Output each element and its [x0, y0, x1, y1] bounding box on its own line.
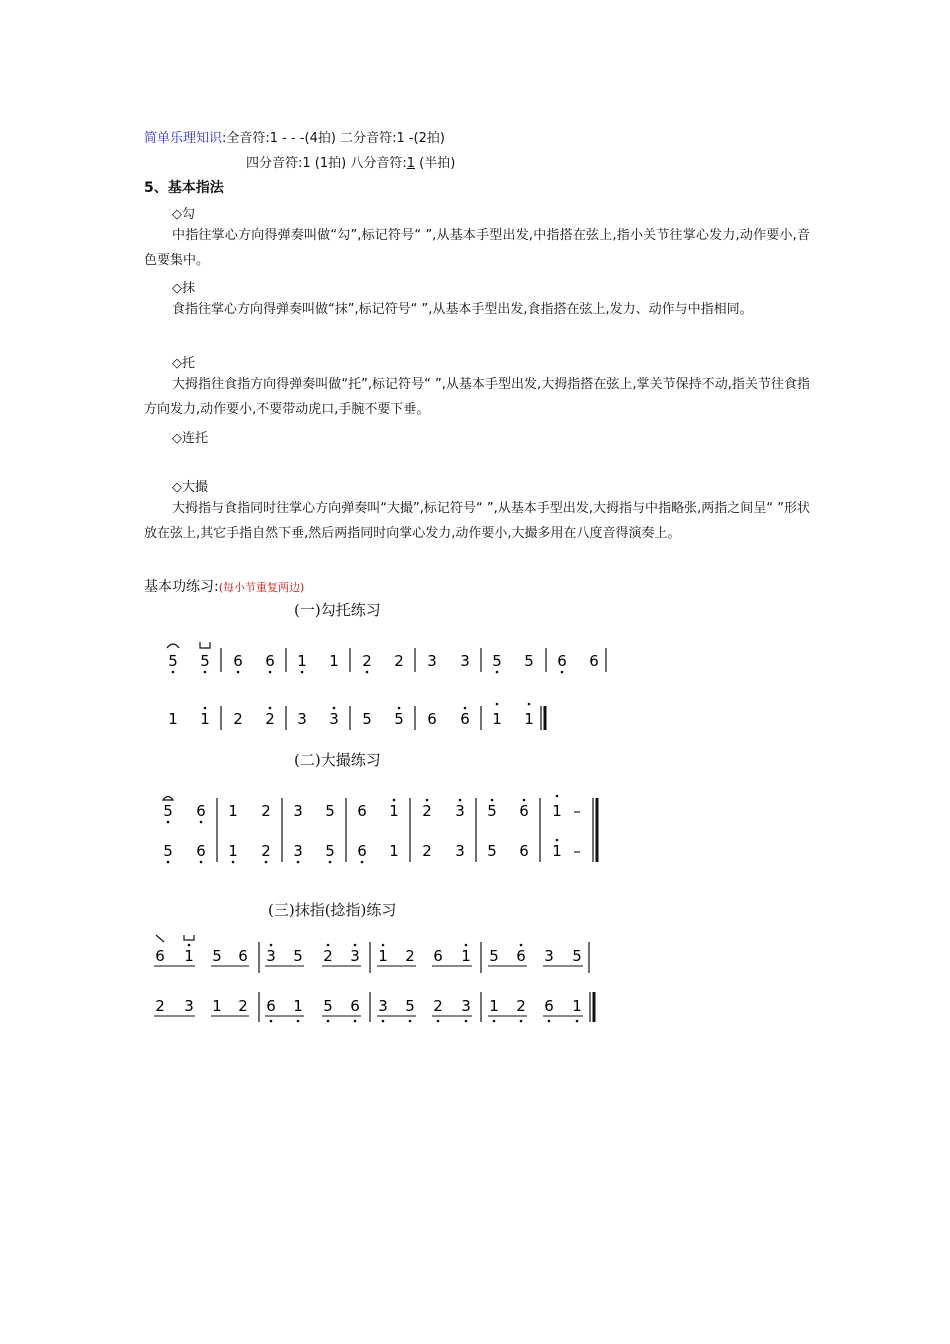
exercise-1-title: (一)勾托练习 [294, 601, 381, 619]
jianpu-note: 1 [329, 652, 339, 670]
jianpu-note: 1 [524, 710, 534, 728]
jianpu-note: 6 [266, 997, 276, 1015]
jianpu-note: 1 [184, 947, 194, 965]
high-octave-dot [491, 799, 494, 802]
jianpu-note: 2 [155, 997, 165, 1015]
jianpu-note: 3 [184, 997, 194, 1015]
jianpu-note: 1 [461, 947, 471, 965]
jianpu-note: 3 [350, 947, 360, 965]
jianpu-note: 3 [544, 947, 554, 965]
jianpu-note: 1 [293, 997, 303, 1015]
exercise-3-score [154, 935, 594, 1022]
jianpu-note: 6 [516, 947, 526, 965]
tuo-mark [184, 935, 194, 940]
high-octave-dot [270, 944, 273, 947]
low-octave-dot [437, 1020, 440, 1023]
high-octave-dot [327, 944, 330, 947]
jianpu-note: 6 [350, 997, 360, 1015]
exercise-2-title: (二)大撮练习 [294, 751, 381, 769]
jianpu-note: 6 [357, 842, 367, 860]
jianpu-note: 6 [155, 947, 165, 965]
low-octave-dot [301, 671, 304, 674]
jianpu-note: 6 [544, 997, 554, 1015]
low-octave-dot [354, 1020, 357, 1023]
technique-mo-name: ◇抹 [172, 281, 195, 296]
jianpu-note: 5 [168, 652, 178, 670]
technique-mo-desc: 食指往掌心方向得弹奏叫做“抹”,标记符号“ ”,从基本手型出发,食指搭在弦上,发力、动作与中指相同。 [172, 302, 753, 317]
low-octave-dot [576, 1020, 579, 1023]
low-octave-dot [520, 1020, 523, 1023]
jianpu-note: 2 [394, 652, 404, 670]
jianpu-note: 3 [293, 802, 303, 820]
jianpu-note: 3 [455, 802, 465, 820]
jianpu-note: 6 [357, 802, 367, 820]
low-octave-dot [327, 1020, 330, 1023]
exercise-2-score [163, 795, 597, 864]
jianpu-note: 1 [228, 842, 238, 860]
high-octave-dot [464, 707, 467, 710]
jianpu-note: 6 [433, 947, 443, 965]
jianpu-note: 3 [455, 842, 465, 860]
low-octave-dot [297, 861, 300, 864]
jianpu-note: 5 [212, 947, 222, 965]
low-octave-dot [496, 671, 499, 674]
high-octave-dot [204, 707, 207, 710]
jianpu-note: 3 [293, 842, 303, 860]
jianpu-note: 3 [266, 947, 276, 965]
jianpu-note: 1 [552, 842, 562, 860]
jianpu-note: 6 [233, 652, 243, 670]
jianpu-note: 5 [293, 947, 303, 965]
jianpu-note: 6 [460, 710, 470, 728]
jianpu-note: 2 [238, 997, 248, 1015]
low-octave-dot [237, 671, 240, 674]
jianpu-note: 2 [261, 842, 271, 860]
low-octave-dot [204, 671, 207, 674]
jianpu-note: 5 [163, 802, 173, 820]
low-octave-dot [167, 861, 170, 864]
theory-quarter-eighth: 四分音符:1 (1拍) 八分音符: [246, 156, 407, 171]
jianpu-note: 5 [487, 802, 497, 820]
jianpu-note: 1 [378, 947, 388, 965]
tuo-mark [200, 642, 210, 648]
dacuo-mark [163, 797, 173, 801]
eighth-note-symbol: 1 [406, 156, 415, 171]
jianpu-note: 6 [427, 710, 437, 728]
high-octave-dot [496, 703, 499, 706]
jianpu-note: 1 [212, 997, 222, 1015]
jianpu-note: 3 [460, 652, 470, 670]
high-octave-dot [188, 944, 191, 947]
jianpu-note: – [573, 842, 581, 860]
low-octave-dot [548, 1020, 551, 1023]
section-heading: 5、基本指法 [144, 180, 224, 196]
low-octave-dot [361, 861, 364, 864]
jianpu-note: 5 [405, 997, 415, 1015]
high-octave-dot [393, 799, 396, 802]
technique-tuo-name: ◇托 [172, 356, 195, 371]
technique-tuo-desc: 大拇指往食指方向得弹奏叫做“托”,标记符号“ ”,从基本手型出发,大拇指搭在弦上,掌关节保持不动,指关节往食指方向发力,动作要小,不要带动虎口,手腕不要下垂。 [144, 377, 810, 417]
jianpu-note: 2 [323, 947, 333, 965]
jianpu-note: 1 [552, 802, 562, 820]
technique-dacuo-name: ◇大撮 [172, 480, 208, 495]
jianpu-note: 5 [325, 842, 335, 860]
jianpu-note: 3 [461, 997, 471, 1015]
jianpu-note: 2 [422, 842, 432, 860]
gou-mark [167, 644, 179, 648]
theory-label: 简单乐理知识 [144, 131, 223, 146]
high-octave-dot [426, 799, 429, 802]
high-octave-dot [465, 944, 468, 947]
jianpu-note: 1 [492, 710, 502, 728]
low-octave-dot [409, 1020, 412, 1023]
low-octave-dot [297, 1020, 300, 1023]
exercise-3-title: (三)抹指(捻指)练习 [268, 901, 397, 919]
jianpu-note: – [573, 802, 581, 820]
jianpu-note: 6 [519, 842, 529, 860]
jianpu-note: 1 [168, 710, 178, 728]
jianpu-note: 1 [200, 710, 210, 728]
jianpu-note: 5 [362, 710, 372, 728]
low-octave-dot [172, 671, 175, 674]
jianpu-note: 1 [228, 802, 238, 820]
jianpu-note: 3 [297, 710, 307, 728]
high-octave-dot [398, 707, 401, 710]
jianpu-note: 1 [389, 842, 399, 860]
high-octave-dot [354, 944, 357, 947]
high-octave-dot [333, 707, 336, 710]
jianpu-note: 1 [489, 997, 499, 1015]
practice-label: 基本功练习: [144, 579, 219, 595]
jianpu-note: 1 [389, 802, 399, 820]
high-octave-dot [269, 707, 272, 710]
jianpu-note: 2 [362, 652, 372, 670]
jianpu-note: 2 [516, 997, 526, 1015]
jianpu-note: 2 [261, 802, 271, 820]
jianpu-note: 5 [163, 842, 173, 860]
jianpu-note: 5 [492, 652, 502, 670]
jianpu-note: 6 [196, 842, 206, 860]
technique-liantuo-name: ◇连托 [172, 431, 208, 446]
high-octave-dot [523, 799, 526, 802]
jianpu-note: 5 [200, 652, 210, 670]
jianpu-note: 3 [427, 652, 437, 670]
jianpu-note: 6 [265, 652, 275, 670]
low-octave-dot [465, 1020, 468, 1023]
jianpu-note: 5 [487, 842, 497, 860]
jianpu-note: 5 [394, 710, 404, 728]
jianpu-note: 5 [489, 947, 499, 965]
jianpu-note: 1 [572, 997, 582, 1015]
jianpu-note: 2 [405, 947, 415, 965]
eighth-note-beat: (半拍) [415, 156, 456, 171]
technique-gou-name: ◇勾 [172, 207, 195, 222]
low-octave-dot [200, 861, 203, 864]
low-octave-dot [493, 1020, 496, 1023]
mo-mark [156, 935, 164, 942]
high-octave-dot [528, 703, 531, 706]
jianpu-note: 2 [265, 710, 275, 728]
low-octave-dot [265, 861, 268, 864]
jianpu-note: 6 [196, 802, 206, 820]
jianpu-note: 3 [378, 997, 388, 1015]
exercise-1-score [167, 642, 606, 730]
low-octave-dot [167, 821, 170, 824]
jianpu-note: 5 [524, 652, 534, 670]
low-octave-dot [366, 671, 369, 674]
low-octave-dot [270, 1020, 273, 1023]
technique-dacuo-desc: 大拇指与食指同时往掌心方向弹奏叫“大撮”,标记符号“ ”,从基本手型出发,大拇指与中指略张,两指之间呈“ ”形状放在弦上,其它手指自然下垂,然后两指同时向掌心发力,动作要小,大撮多用在八度音得演奏上。 [144, 501, 810, 541]
low-octave-dot [200, 821, 203, 824]
theory-whole-half: :全音符:1 - - -(4拍) 二分音符:1 -(2拍) [222, 131, 445, 146]
high-octave-dot [520, 944, 523, 947]
jianpu-note: 6 [557, 652, 567, 670]
low-octave-dot [232, 861, 235, 864]
low-octave-dot [329, 861, 332, 864]
jianpu-note: 6 [238, 947, 248, 965]
jianpu-note: 1 [297, 652, 307, 670]
high-octave-dot [382, 944, 385, 947]
jianpu-note: 3 [329, 710, 339, 728]
technique-gou-desc: 中指往掌心方向得弹奏叫做“勾”,标记符号“ ”,从基本手型出发,中指搭在弦上,指小关节往掌心发力,动作要小,音色要集中。 [144, 228, 810, 268]
jianpu-note: 5 [323, 997, 333, 1015]
jianpu-note: 2 [422, 802, 432, 820]
jianpu-note: 2 [433, 997, 443, 1015]
practice-note: (每小节重复两边) [218, 581, 305, 594]
jianpu-note: 6 [519, 802, 529, 820]
low-octave-dot [382, 1020, 385, 1023]
high-octave-dot [459, 799, 462, 802]
jianpu-note: 5 [572, 947, 582, 965]
low-octave-dot [269, 671, 272, 674]
low-octave-dot [561, 671, 564, 674]
jianpu-note: 5 [325, 802, 335, 820]
jianpu-note: 2 [233, 710, 243, 728]
high-octave-dot [556, 795, 559, 798]
jianpu-note: 6 [589, 652, 599, 670]
high-octave-dot [556, 839, 559, 842]
